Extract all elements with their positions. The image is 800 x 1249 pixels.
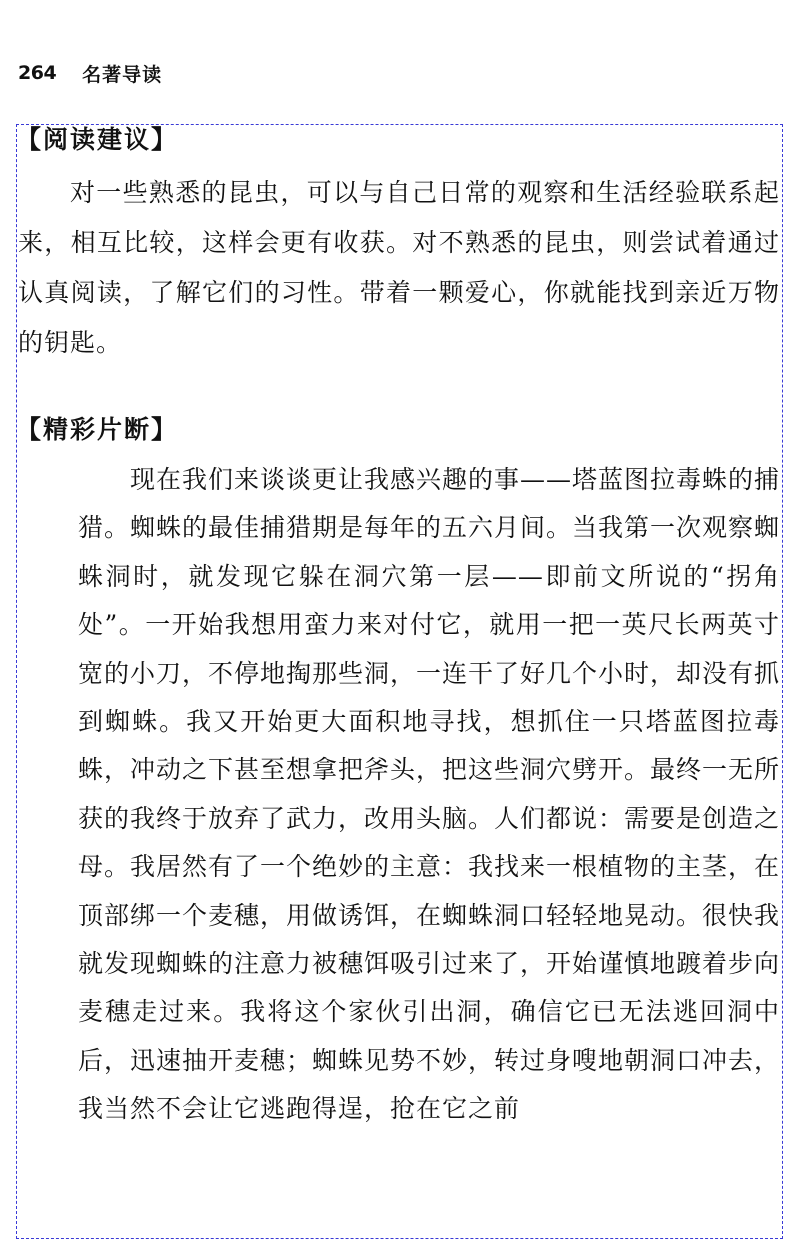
page-number: 264 <box>18 62 57 84</box>
excerpt-heading: 【精彩片断】 <box>16 415 179 444</box>
reading-advice-heading: 【阅读建议】 <box>16 125 179 154</box>
book-title: 名著导读 <box>82 63 163 86</box>
excerpt-paragraph: 现在我们来谈谈更让我感兴趣的事——塔蓝图拉毒蛛的捕猎。蜘蛛的最佳捕猎期是每年的五六月间。当我第一次观察蜘蛛洞时，就发现它躲在洞穴第一层——即前文所说的“拐角处”。一开始我想用蛮力来对付它，就用一把一英尺长两英寸宽的小刀，不停地掏那些洞，一连干了好几个小时，却没有抓到蜘蛛。我又开始更大面积地寻找，想抓住一只塔蓝图拉毒蛛，冲动之下甚至想拿把斧头，把这些洞穴劈开。最终一无所获的我终于放弃了武力，改用头脑。人们都说：需要是创造之母。我居然有了一个绝妙的主意：我找来一根植物的主茎，在顶部绑一个麦穗，用做诱饵，在蜘蛛洞口轻轻地晃动。很快我就发现蜘蛛的注意力被穗饵吸引过来了，开始谨慎地踱着步向麦穗走过来。我将这个家伙引出洞，确信它已无法逃回洞中后，迅速抽开麦穗；蜘蛛见势不妙，转过身嗖地朝洞口冲去，我当然不会让它逃跑得逞，抢在它之前 <box>78 465 780 1124</box>
page-header <box>18 58 162 88</box>
reading-advice-paragraph: 对一些熟悉的昆虫，可以与自己日常的观察和生活经验联系起来，相互比较，这样会更有收获。对不熟悉的昆虫，则尝试着通过认真阅读，了解它们的习性。带着一颗爱心，你就能找到亲近万物的钥匙。 <box>18 178 780 357</box>
